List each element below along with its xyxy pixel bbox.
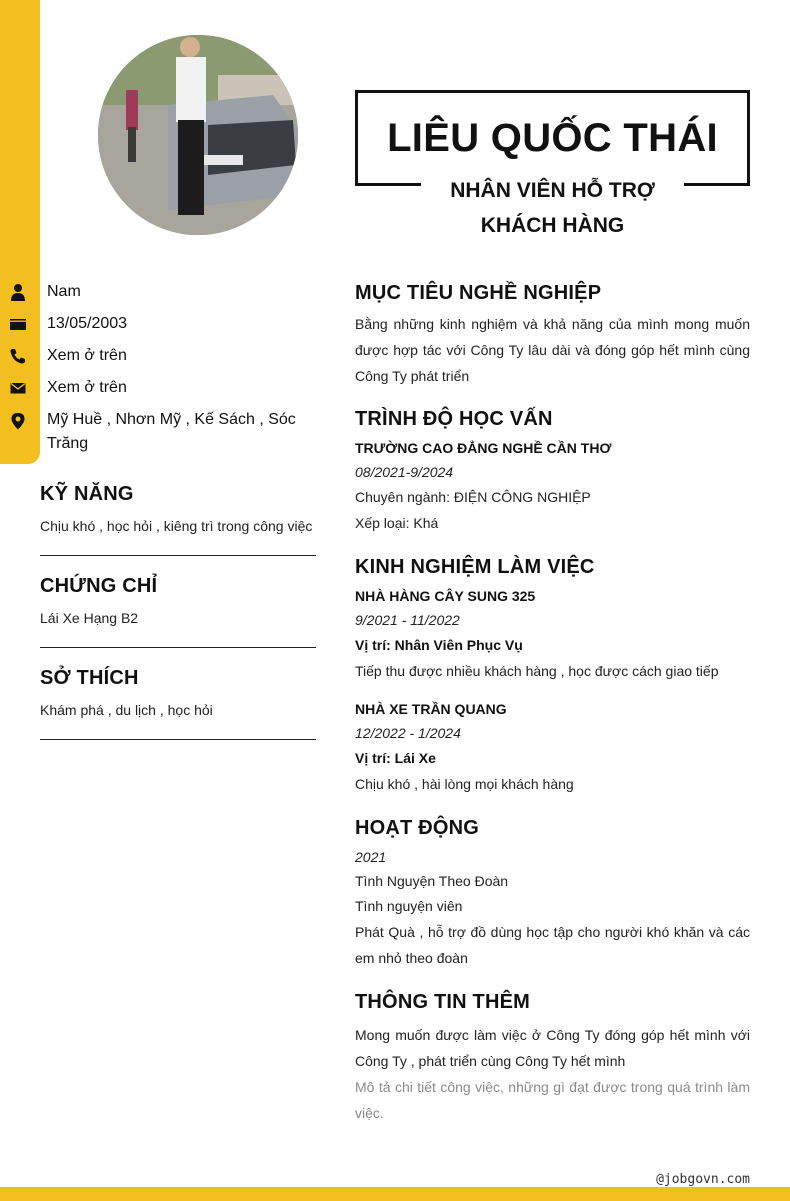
certificates-section (40, 575, 316, 626)
section-title: KỸ NĂNG (40, 483, 134, 505)
divider (40, 739, 316, 740)
person-icon (9, 283, 27, 301)
education-major: Chuyên ngành: ĐIỆN CÔNG NGHIỆP (355, 489, 591, 505)
calendar-icon (9, 315, 27, 333)
activities-section (355, 817, 750, 971)
education-section (355, 408, 750, 536)
job-period: 9/2021 - 11/2022 (355, 612, 460, 628)
skills-text: Chịu khó , học hỏi , kiêng trì trong công việc (40, 518, 313, 534)
bottom-accent-bar (0, 1187, 790, 1201)
activity-year: 2021 (355, 849, 387, 865)
skills-section (40, 483, 316, 534)
section-title: HOẠT ĐỘNG (355, 817, 480, 839)
additional-section (355, 991, 750, 1126)
job-position: Vị trí: Nhân Viên Phục Vụ (355, 637, 523, 653)
additional-text: Mong muốn được làm việc ở Công Ty đóng góp hết mình với Công Ty , phát triển cùng Công Ty hết mình (355, 1027, 750, 1069)
objective-section (355, 282, 750, 389)
experience-section (355, 556, 750, 797)
job-description: Tiếp thu được nhiều khách hàng , học được cách giao tiếp (355, 663, 719, 679)
phone-icon (9, 347, 27, 365)
section-title: SỞ THÍCH (40, 667, 139, 689)
section-title: CHỨNG CHỈ (40, 575, 158, 597)
section-title: KINH NGHIỆM LÀM VIỆC (355, 556, 595, 578)
profile-photo (98, 35, 298, 235)
candidate-name: LIÊU QUỐC THÁI (387, 116, 718, 160)
divider (40, 647, 316, 648)
objective-text: Bằng những kinh nghiệm và khả năng của mình mong muốn được hợp tác với Công Ty lâu dài và đóng góp hết mình cùng Công Ty phát triển (355, 316, 750, 384)
activity-role: Tình nguyện viên (355, 898, 463, 914)
location-icon (9, 412, 27, 430)
mail-icon (9, 379, 27, 397)
hobbies-text: Khám phá , du lịch , học hỏi (40, 702, 213, 718)
company-name: NHÀ XE TRẦN QUANG (355, 701, 507, 717)
company-name: NHÀ HÀNG CÂY SUNG 325 (355, 588, 536, 604)
activity-org: Tình Nguyện Theo Đoàn (355, 873, 509, 889)
section-title: THÔNG TIN THÊM (355, 991, 531, 1013)
divider (40, 555, 316, 556)
job-title: NHÂN VIÊN HỖ TRỢ KHÁCH HÀNG (450, 179, 655, 237)
watermark: @jobgovn.com (656, 1172, 750, 1187)
hobbies-section (40, 667, 316, 718)
certificates-text: Lái Xe Hạng B2 (40, 610, 139, 626)
job-period: 12/2022 - 1/2024 (355, 725, 461, 741)
education-rank: Xếp loại: Khá (355, 515, 439, 531)
job-description: Chịu khó , hài lòng mọi khách hàng (355, 776, 574, 792)
additional-placeholder: Mô tả chi tiết công việc, những gì đạt được trong quá trình làm việc. (355, 1079, 750, 1121)
activity-description: Phát Quà , hỗ trợ đồ dùng học tập cho người khó khăn và các em nhỏ theo đoàn (355, 924, 750, 966)
job-position: Vị trí: Lái Xe (355, 750, 436, 766)
education-period: 08/2021-9/2024 (355, 464, 454, 480)
section-title: TRÌNH ĐỘ HỌC VẤN (355, 408, 553, 430)
school-name: TRƯỜNG CAO ĐẲNG NGHỀ CẦN THƠ (355, 440, 612, 456)
section-title: MỤC TIÊU NGHỀ NGHIỆP (355, 282, 602, 304)
